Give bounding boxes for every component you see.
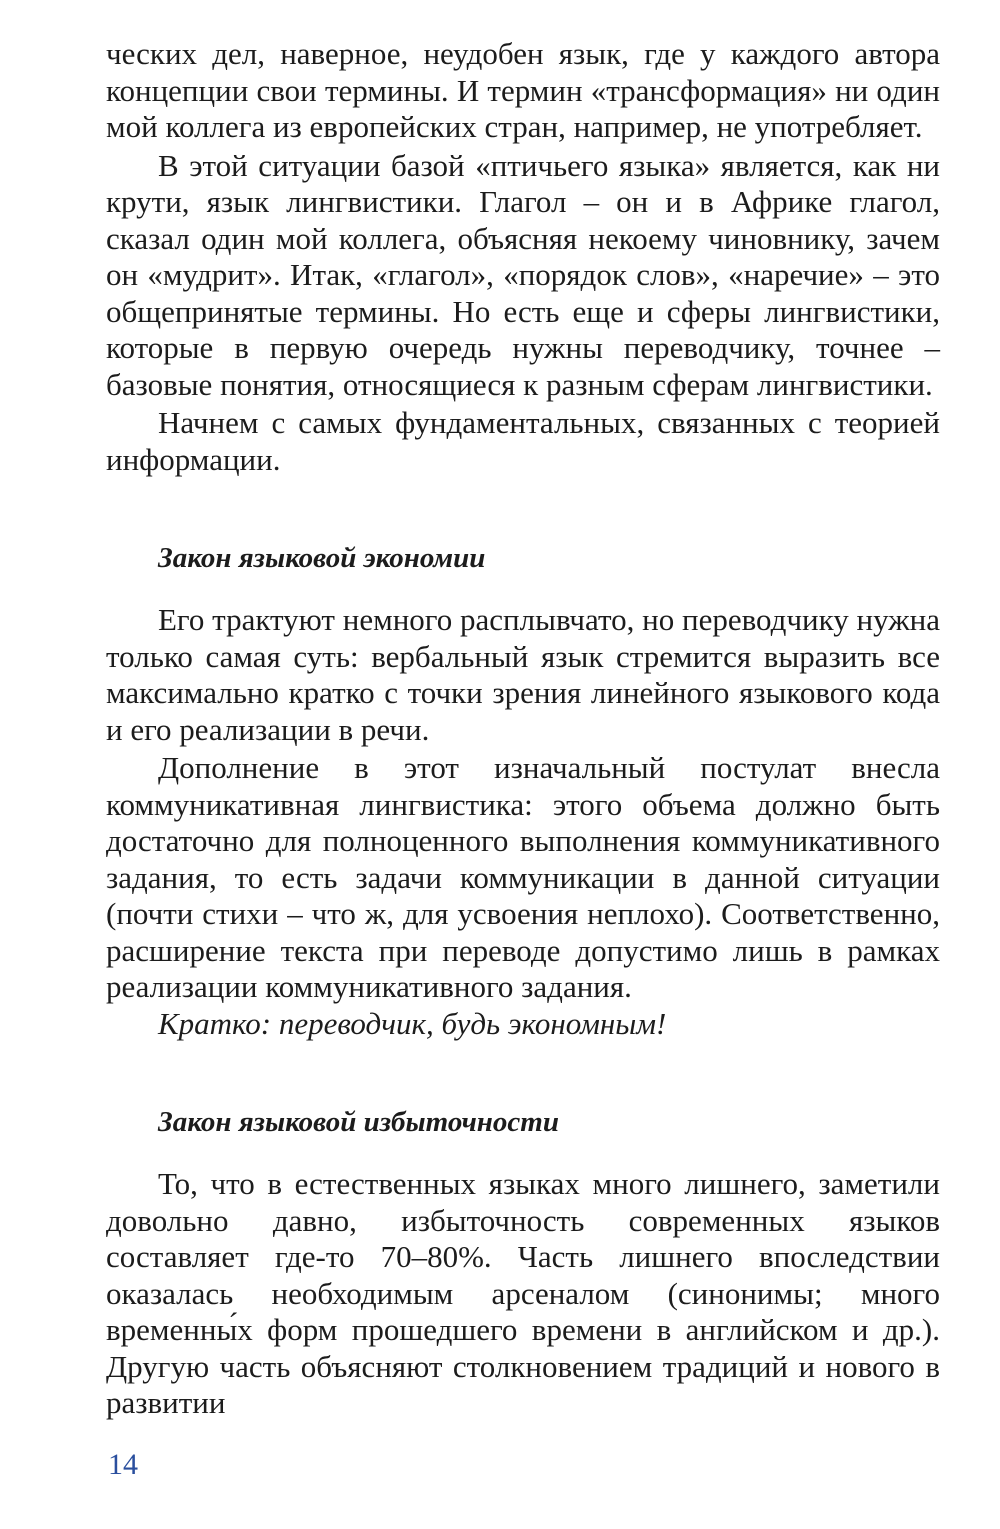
paragraph-3: Начнем с самых фундаментальных, связанных с теорией информации. bbox=[106, 405, 940, 477]
page-body bbox=[106, 36, 940, 1422]
paragraph-6: То, что в естественных языках много лишнего, заметили довольно давно, избыточность современных языков составляет где-то 70–80%. Часть лишнего впоследствии оказалась необходимым арсеналом (синонимы; много временны́х форм прошедшего времени в английском и др.). Другую часть объясняют столкновением традиций и нового в развитии bbox=[106, 1166, 940, 1420]
paragraph-1: ческих дел, наверное, неудобен язык, где у каждого автора концепции свои термины. И термин «трансформация» ни один мой коллега из европейских стран, например, не употребляет. bbox=[106, 36, 940, 144]
section-heading-economy: Закон языковой экономии bbox=[158, 542, 486, 574]
paragraph-4: Его трактуют немного расплывчато, но переводчику нужна только самая суть: вербальный язык стремится выразить все максимально кратко с точки зрения линейного языкового кода и его реализации в речи. bbox=[106, 602, 940, 747]
summary-line: Кратко: переводчик, будь экономным! bbox=[158, 1005, 667, 1041]
paragraph-5: Дополнение в этот изначальный постулат внесла коммуникативная лингвистика: этого объема должно быть достаточно для полноценного выполнения коммуникативного задания, то есть задачи коммуникации в данной ситуации (почти стихи – что ж, для усвоения неплохо). Соответственно, расширение текста при переводе допустимо лишь в рамках реализации коммуникативного задания. bbox=[106, 750, 940, 1004]
section-heading-redundancy: Закон языковой избыточности bbox=[158, 1106, 559, 1138]
page-number: 14 bbox=[108, 1448, 138, 1481]
paragraph-2: В этой ситуации базой «птичьего языка» является, как ни крути, язык лингвистики. Глагол – он и в Африке глагол, сказал один мой коллега, объясняя некоему чиновнику, зачем он «мудрит». Итак, «глагол», «порядок слов», «наречие» – это общепринятые термины. Но есть еще и сферы лингвистики, которые в первую очередь нужны переводчику, точнее – базовые понятия, относящиеся к разным сферам лингвистики. bbox=[106, 147, 940, 402]
